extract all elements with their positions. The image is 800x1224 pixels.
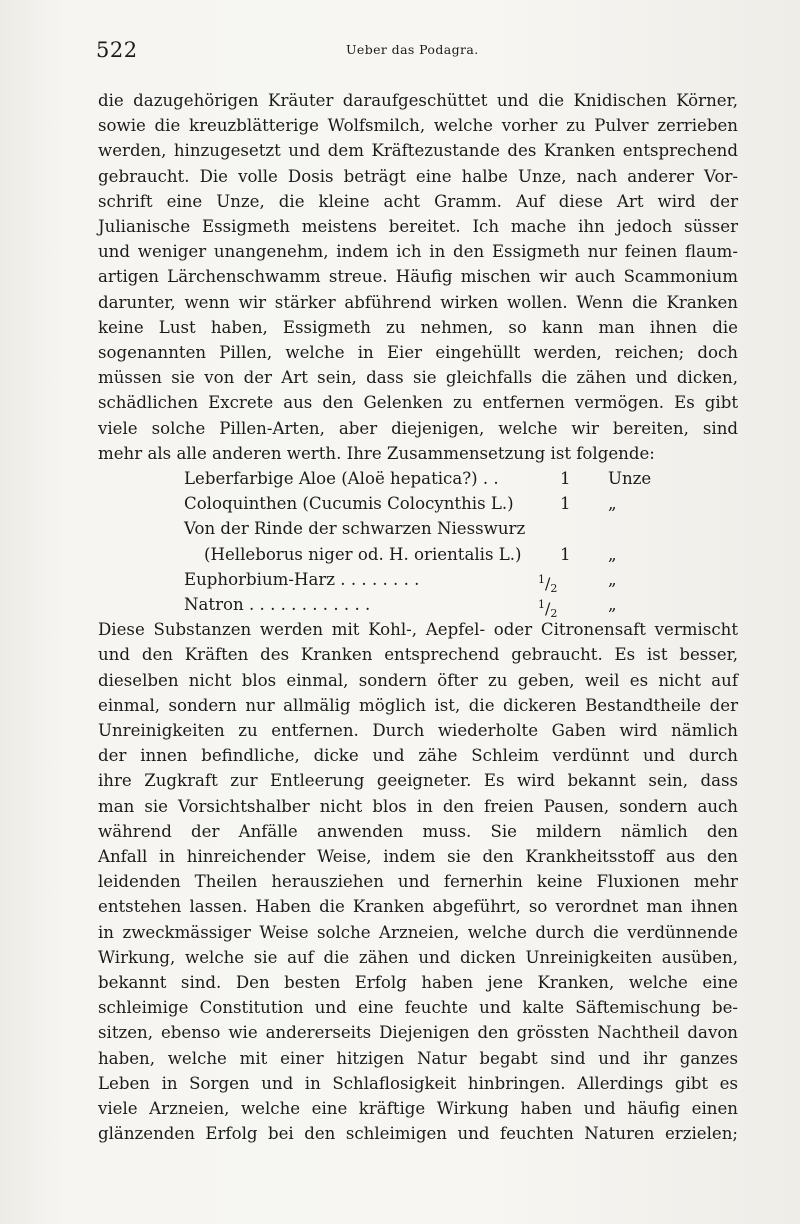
ingredient-quantity: $^1/_2$: [538, 572, 558, 595]
text-line: schrift eine Unze, die kleine acht Gramm. Auf diese Art wird der: [98, 191, 738, 211]
ingredient-unit: „: [608, 544, 617, 564]
text-line: einmal, sondern nur allmälig möglich ist, die dickeren Bestandtheile der: [98, 695, 738, 715]
ingredient-unit: „: [608, 494, 617, 514]
text-line: keine Lust haben, Essigmeth zu nehmen, so kann man ihnen die: [98, 317, 738, 337]
text-line: in zweckmässiger Weise solche Arzneien, welche durch die verdünnende: [98, 922, 738, 942]
text-line: Julianische Essigmeth meistens bereitet. Ich mache ihn jedoch süsser: [98, 217, 738, 237]
text-line: glänzenden Erfolg bei den schleimigen und feuchten Naturen erzielen;: [98, 1124, 738, 1144]
text-line: Unreinigkeiten zu entfernen. Durch wiederholte Gaben wird nämlich: [98, 720, 738, 740]
ingredient-name: Euphorbium-Harz . . . . . . . .: [184, 569, 420, 589]
ingredient-quantity: $^1/_2$: [538, 597, 558, 620]
text-line: viele Arzneien, welche eine kräftige Wirkung haben und häufig einen: [98, 1099, 738, 1119]
text-line: Diese Substanzen werden mit Kohl-, Aepfel- oder Citronensaft vermischt: [98, 620, 738, 640]
text-line: viele solche Pillen-Arten, aber diejenigen, welche wir bereiten, sind: [98, 418, 738, 438]
ingredient-name: Coloquinthen (Cucumis Colocynthis L.): [184, 494, 514, 514]
text-line: Wirkung, welche sie auf die zähen und dicken Unreinigkeiten ausüben,: [98, 947, 738, 967]
text-line: während der Anfälle anwenden muss. Sie mildern nämlich den: [98, 821, 738, 841]
text-line: gebraucht. Die volle Dosis beträgt eine halbe Unze, nach anderer Vor-: [98, 166, 738, 186]
page-number: 522: [96, 38, 138, 62]
ingredient-quantity: 1: [560, 544, 571, 564]
recipe-row: [98, 516, 738, 541]
text-line: müssen sie von der Art sein, dass sie gleichfalls die zähen und dicken,: [98, 368, 738, 388]
ingredient-name: (Helleborus niger od. H. orientalis L.): [204, 544, 522, 564]
text-line: bekannt sind. Den besten Erfolg haben jene Kranken, welche eine: [98, 973, 738, 993]
text-line: schleimige Constitution und eine feuchte und kalte Säftemischung be-: [98, 998, 738, 1018]
recipe-row: [98, 567, 738, 595]
text-line: darunter, wenn wir stärker abführend wirken wollen. Wenn die Kranken: [98, 292, 738, 312]
page-header: [96, 38, 734, 62]
recipe-row: [98, 542, 738, 567]
text-line: sogenannten Pillen, welche in Eier eingehüllt werden, reichen; doch: [98, 343, 738, 363]
ingredient-unit: „: [608, 594, 617, 614]
body-text: [98, 88, 738, 1146]
text-line: man sie Vorsichtshalber nicht blos in den freien Pausen, sondern auch: [98, 796, 738, 816]
running-title: Ueber das Podagra.: [346, 42, 479, 57]
recipe-row: [98, 466, 738, 491]
fraction-numerator: 1: [538, 572, 545, 586]
fraction-numerator: 1: [538, 597, 545, 611]
text-line: dieselben nicht blos einmal, sondern öfter zu geben, weil es nicht auf: [98, 670, 738, 690]
ingredient-quantity: 1: [560, 469, 571, 489]
ingredient-unit: „: [608, 569, 617, 589]
text-line: und den Kräften des Kranken entsprechend gebraucht. Es ist besser,: [98, 645, 738, 665]
text-line: ihre Zugkraft zur Entleerung geeigneter. Es wird bekannt sein, dass: [98, 771, 738, 791]
text-line: haben, welche mit einer hitzigen Natur begabt sind und ihr ganzes: [98, 1048, 738, 1068]
ingredient-quantity: 1: [560, 494, 571, 514]
text-line: artigen Lärchenschwamm streue. Häufig mischen wir auch Scammonium: [98, 267, 738, 287]
text-line: der innen befindliche, dicke und zähe Schleim verdünnt und durch: [98, 746, 738, 766]
ingredient-name: Natron . . . . . . . . . . . .: [184, 594, 371, 614]
text-line: werden, hinzugesetzt und dem Kräftezustande des Kranken entsprechend: [98, 141, 738, 161]
text-line: und weniger unangenehm, indem ich in den Essigmeth nur feinen flaum-: [98, 242, 738, 262]
text-line: schädlichen Excrete aus den Gelenken zu entfernen vermögen. Es gibt: [98, 393, 738, 413]
text-line: leidenden Theilen herausziehen und fernerhin keine Fluxionen mehr: [98, 872, 738, 892]
text-line: die dazugehörigen Kräuter daraufgeschüttet und die Knidischen Körner,: [98, 91, 738, 110]
fraction-denominator: 2: [550, 581, 558, 595]
fraction-denominator: 2: [550, 606, 558, 620]
recipe-row: [98, 592, 738, 620]
ingredient-name: Leberfarbige Aloe (Aloë hepatica?) . .: [184, 469, 499, 489]
text-line: sowie die kreuzblätterige Wolfsmilch, welche vorher zu Pulver zerrieben: [98, 116, 738, 136]
text-line: mehr als alle anderen werth. Ihre Zusammensetzung ist folgende:: [98, 443, 655, 463]
text-line: Anfall in hinreichender Weise, indem sie den Krankheitsstoff aus den: [98, 847, 738, 866]
ingredient-name: Von der Rinde der schwarzen Niesswurz: [184, 519, 526, 539]
text-line: entstehen lassen. Haben die Kranken abgeführt, so verordnet man ihnen: [98, 897, 738, 917]
recipe-row: [98, 491, 738, 516]
text-line: Leben in Sorgen und in Schlaflosigkeit hinbringen. Allerdings gibt es: [98, 1073, 738, 1093]
ingredient-unit: Unze: [608, 469, 652, 489]
text-line: sitzen, ebenso wie andererseits Diejenigen den grössten Nachtheil davon: [98, 1023, 738, 1043]
